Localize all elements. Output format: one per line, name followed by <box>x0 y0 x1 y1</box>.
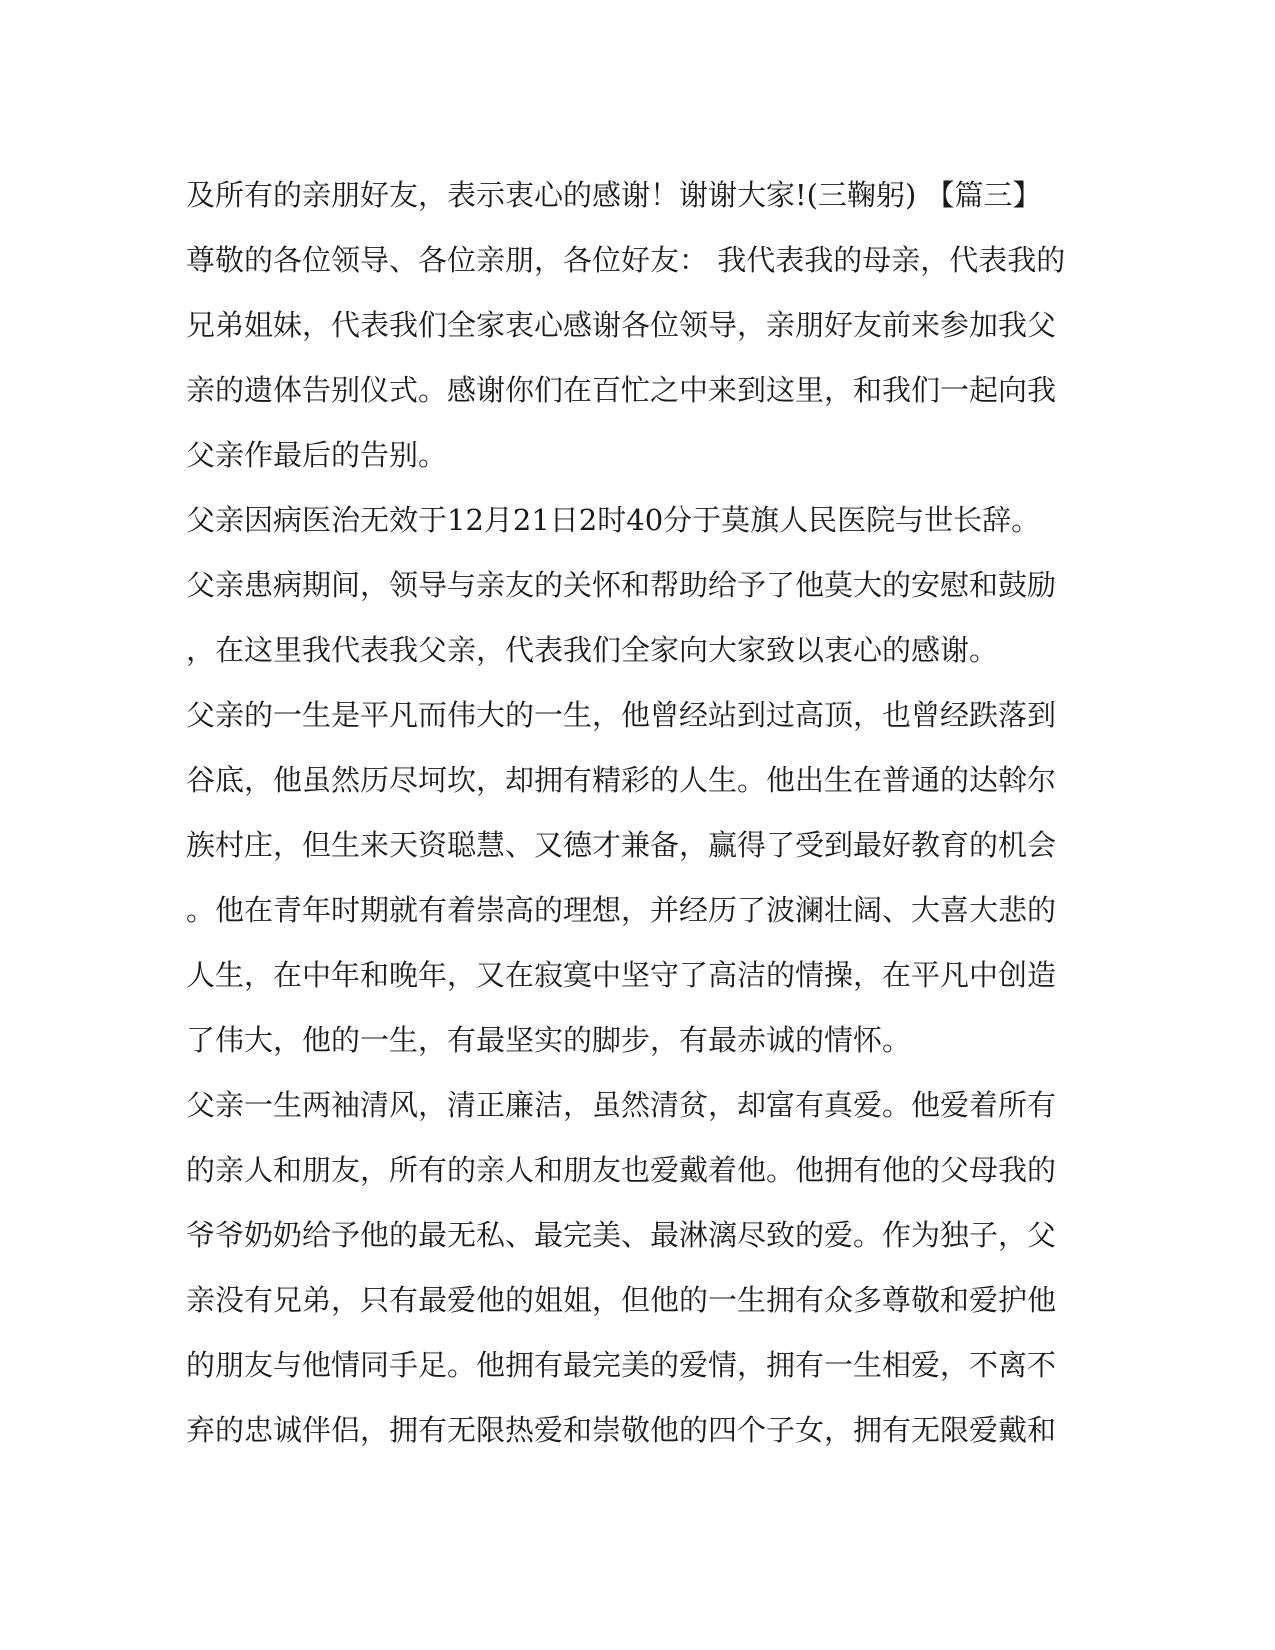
text-line: 。他在青年时期就有着崇高的理想，并经历了波澜壮阔、大喜大悲的 <box>186 893 1057 927</box>
text-line: 人生，在中年和晚年，又在寂寞中坚守了高洁的情操，在平凡中创造 <box>186 958 1057 992</box>
text-line: 父亲的一生是平凡而伟大的一生，他曾经站到过高顶，也曾经跌落到 <box>186 698 1057 732</box>
text-line: 谷底，他虽然历尽坷坎，却拥有精彩的人生。他出生在普通的达斡尔 <box>186 763 1057 797</box>
text-line: 父亲作最后的告别。 <box>186 438 448 472</box>
text-line: 爷爷奶奶给予他的最无私、最完美、最淋漓尽致的爱。作为独子，父 <box>186 1218 1057 1252</box>
text-line: 父亲因病医治无效于12月21日2时40分于莫旗人民医院与世长辞。 <box>186 503 1041 537</box>
text-line: 父亲患病期间，领导与亲友的关怀和帮助给予了他莫大的安慰和鼓励 <box>186 568 1057 602</box>
text-line: 族村庄，但生来天资聪慧、又德才兼备，赢得了受到最好教育的机会 <box>186 828 1057 862</box>
text-line: 了伟大，他的一生，有最坚实的脚步，有最赤诚的情怀。 <box>186 1023 912 1057</box>
text-line: 及所有的亲朋好友，表示衷心的感谢！谢谢大家!(三鞠躬) 【篇三】 <box>186 178 1042 212</box>
text-line: 的亲人和朋友，所有的亲人和朋友也爱戴着他。他拥有他的父母我的 <box>186 1153 1057 1187</box>
text-line: 父亲一生两袖清风，清正廉洁，虽然清贫，却富有真爱。他爱着所有 <box>186 1088 1057 1122</box>
text-line: 弃的忠诚伴侣，拥有无限热爱和崇敬他的四个子女，拥有无限爱戴和 <box>186 1413 1057 1447</box>
text-line: 的朋友与他情同手足。他拥有最完美的爱情，拥有一生相爱，不离不 <box>186 1348 1057 1382</box>
document-body <box>186 163 1066 1463</box>
text-line: ，在这里我代表我父亲，代表我们全家向大家致以衷心的感谢。 <box>186 633 999 667</box>
text-line: 亲的遗体告别仪式。感谢你们在百忙之中来到这里，和我们一起向我 <box>186 373 1057 407</box>
text-line: 亲没有兄弟，只有最爱他的姐姐，但他的一生拥有众多尊敬和爱护他 <box>186 1283 1057 1317</box>
text-line: 尊敬的各位领导、各位亲朋，各位好友： 我代表我的母亲，代表我的 <box>186 243 1066 277</box>
text-line: 兄弟姐妹，代表我们全家衷心感谢各位领导，亲朋好友前来参加我父 <box>186 308 1057 342</box>
